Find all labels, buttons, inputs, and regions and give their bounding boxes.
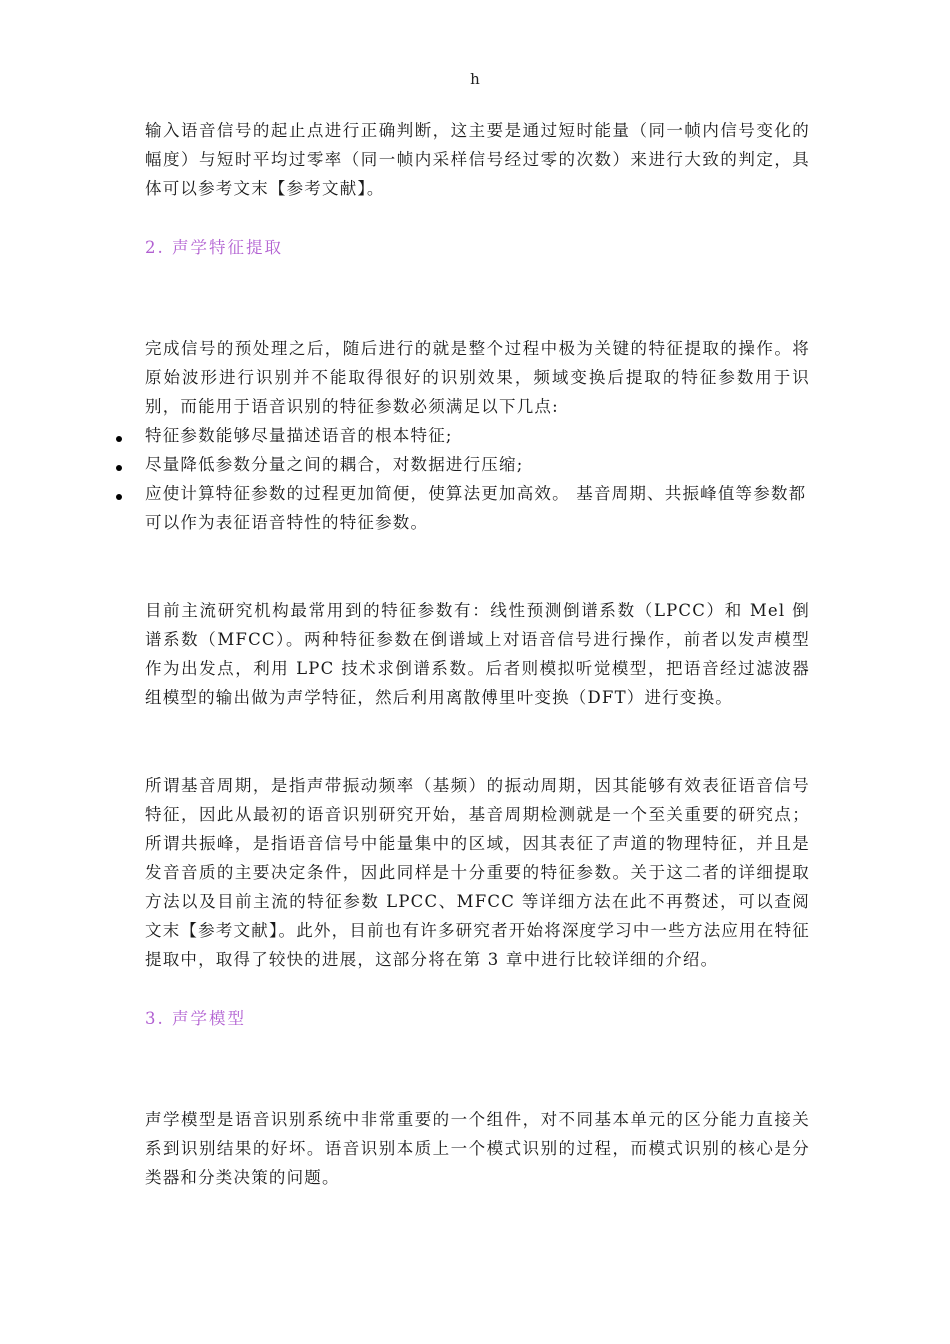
bullet-icon [116, 436, 122, 442]
paragraph-acoustic-model: 声学模型是语音识别系统中非常重要的一个组件，对不同基本单元的区分能力直接关系到识别结果的好坏。语音识别本质上一个模式识别的过程，而模式识别的核心是分类器和分类决策的问题。 [145, 1110, 810, 1187]
paragraph-pitch-formant: 所谓基音周期，是指声带振动频率（基频）的振动周期，因其能够有效表征语音信号特征，因此从最初的语音识别研究开始，基音周期检测就是一个至关重要的研究点；所谓共振峰，是指语音信号中能量集中的区域，因其表征了声道的物理特征，并且是发音音质的主要决定条件，因此同样是十分重要的特征参数。关于这二者的详细提取方法以及目前主流的特征参数 LPCC、MFCC 等详细方法在此不再赘述，可以查阅文末【参考文献】。此外，目前也有许多研究者开始将深度学习中一些方法应用在特征提取中，取得了较快的进展，这部分将在第 3 章中进行比较详细的介绍。 [145, 776, 810, 969]
paragraph-endpoint-detection: 输入语音信号的起止点进行正确判断，这主要是通过短时能量（同一帧内信号变化的幅度）与短时平均过零率（同一帧内采样信号经过零的次数）来进行大致的判定，具体可以参考文末【参考文献】。 [145, 121, 810, 198]
list-item [145, 421, 810, 450]
header-mark: h [470, 70, 480, 88]
paragraph-feature-intro: 完成信号的预处理之后，随后进行的就是整个过程中极为关键的特征提取的操作。将原始波形进行识别并不能取得很好的识别效果，频域变换后提取的特征参数用于识别，而能用于语音识别的特征参数必须满足以下几点: [145, 339, 810, 416]
list-item [145, 450, 810, 479]
list-item-text: 特征参数能够尽量描述语音的根本特征; [145, 426, 453, 445]
list-item-text: 尽量降低参数分量之间的耦合，对数据进行压缩; [145, 455, 524, 474]
paragraph-lpcc-mfcc: 目前主流研究机构最常用到的特征参数有：线性预测倒谱系数（LPCC）和 Mel 倒谱系数（MFCC）。两种特征参数在倒谱域上对语音信号进行操作，前者以发声模型作为出发点，利用 LPC 技术求倒谱系数。后者则模拟听觉模型，把语音经过滤波器组模型的输出做为声学特征，然后利用离散傅里叶变换（DFT）进行变换。 [145, 601, 810, 707]
bullet-icon [116, 465, 122, 471]
heading-acoustic-model: 3. 声学模型 [145, 1009, 246, 1028]
list-item [145, 479, 810, 537]
bullet-icon [116, 494, 122, 500]
heading-feature-extraction: 2. 声学特征提取 [145, 238, 283, 257]
list-item-text: 应使计算特征参数的过程更加简便，使算法更加高效。 基音周期、共振峰值等参数都可以作为表征语音特性的特征参数。 [145, 484, 807, 532]
document-body [145, 116, 810, 1192]
feature-requirements-list [145, 421, 810, 537]
